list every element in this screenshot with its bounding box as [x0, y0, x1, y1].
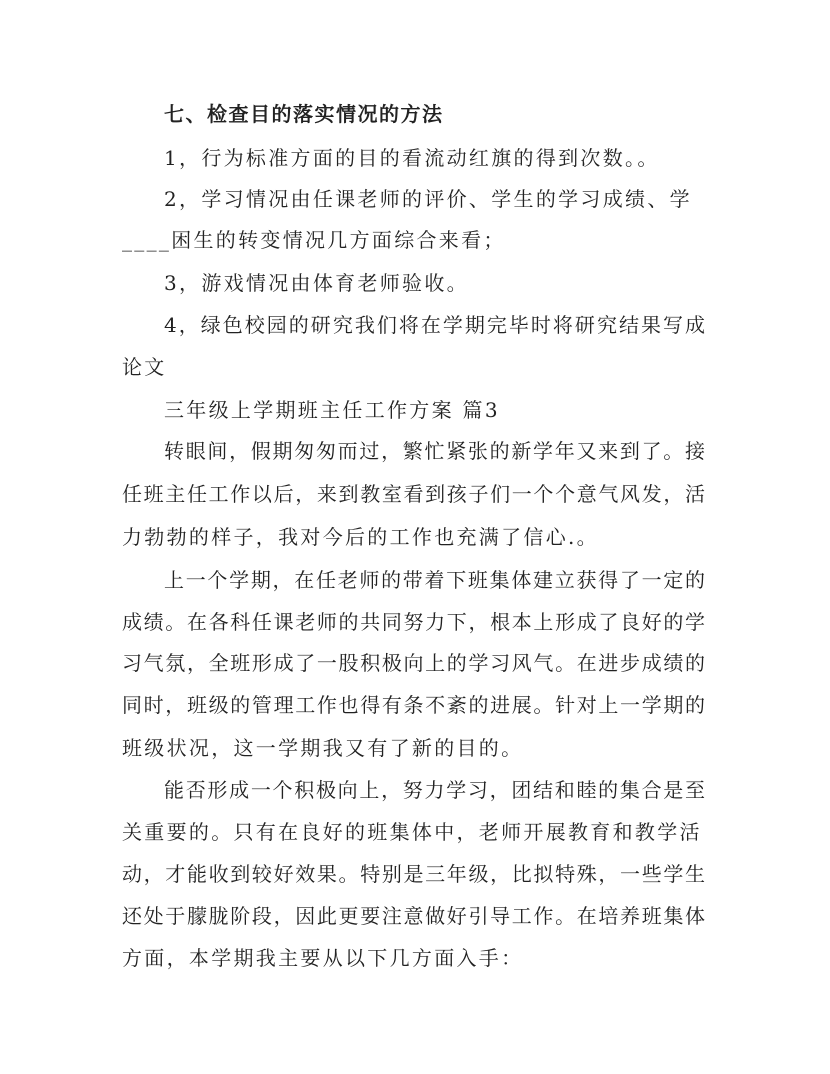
text-line: 论文 — [122, 355, 167, 379]
section-heading: 七、检查目的落实情况的方法 — [164, 102, 444, 126]
text-line: 2，学习情况由任课老师的评价、学生的学习成绩、学 — [164, 187, 692, 211]
text-line: 1，行为标准方面的目的看流动红旗的得到次数。。 — [164, 146, 660, 170]
text-line: 三年级上学期班主任工作方案 篇3 — [164, 398, 500, 422]
text-line: 能否形成一个积极向上，努力学习，团结和睦的集合是至 — [164, 778, 705, 802]
text-line: 动，才能收到较好效果。特别是三年级，比拟特殊，一些学生 — [122, 862, 705, 886]
text-line: 4，绿色校园的研究我们将在学期完毕时将研究结果写成 — [164, 313, 705, 337]
text-line: 上一个学期，在任老师的带着下班集体建立获得了一定的 — [164, 568, 705, 592]
text-line: 转眼间，假期匆匆而过，繁忙紧张的新学年又来到了。接 — [164, 439, 705, 463]
text-line: 任班主任工作以后，来到教室看到孩子们一个个意气风发，活 — [122, 482, 705, 506]
text-line: 方面，本学期我主要从以下几方面入手： — [122, 946, 524, 970]
text-line: 班级状况，这一学期我又有了新的目的。 — [122, 736, 524, 760]
text-line: 力勃勃的样子，我对今后的工作也充满了信心.。 — [122, 525, 599, 549]
text-line: 成绩。在各科任课老师的共同努力下，根本上形成了良好的学 — [122, 610, 705, 634]
text-line: 关重要的。只有在良好的班集体中，老师开展教育和教学活 — [122, 820, 702, 844]
text-line: 习气氛，全班形成了一股积极向上的学习风气。在进步成绩的 — [122, 651, 705, 675]
text-line: ____困生的转变情况几方面综合来看； — [122, 228, 506, 252]
text-line: 同时，班级的管理工作也得有条不紊的进展。针对上一学期的 — [122, 693, 705, 717]
text-line: 3，游戏情况由体育老师验收。 — [164, 271, 469, 295]
text-line: 还处于朦胧阶段，因此更要注意做好引导工作。在培养班集体 — [122, 904, 705, 928]
